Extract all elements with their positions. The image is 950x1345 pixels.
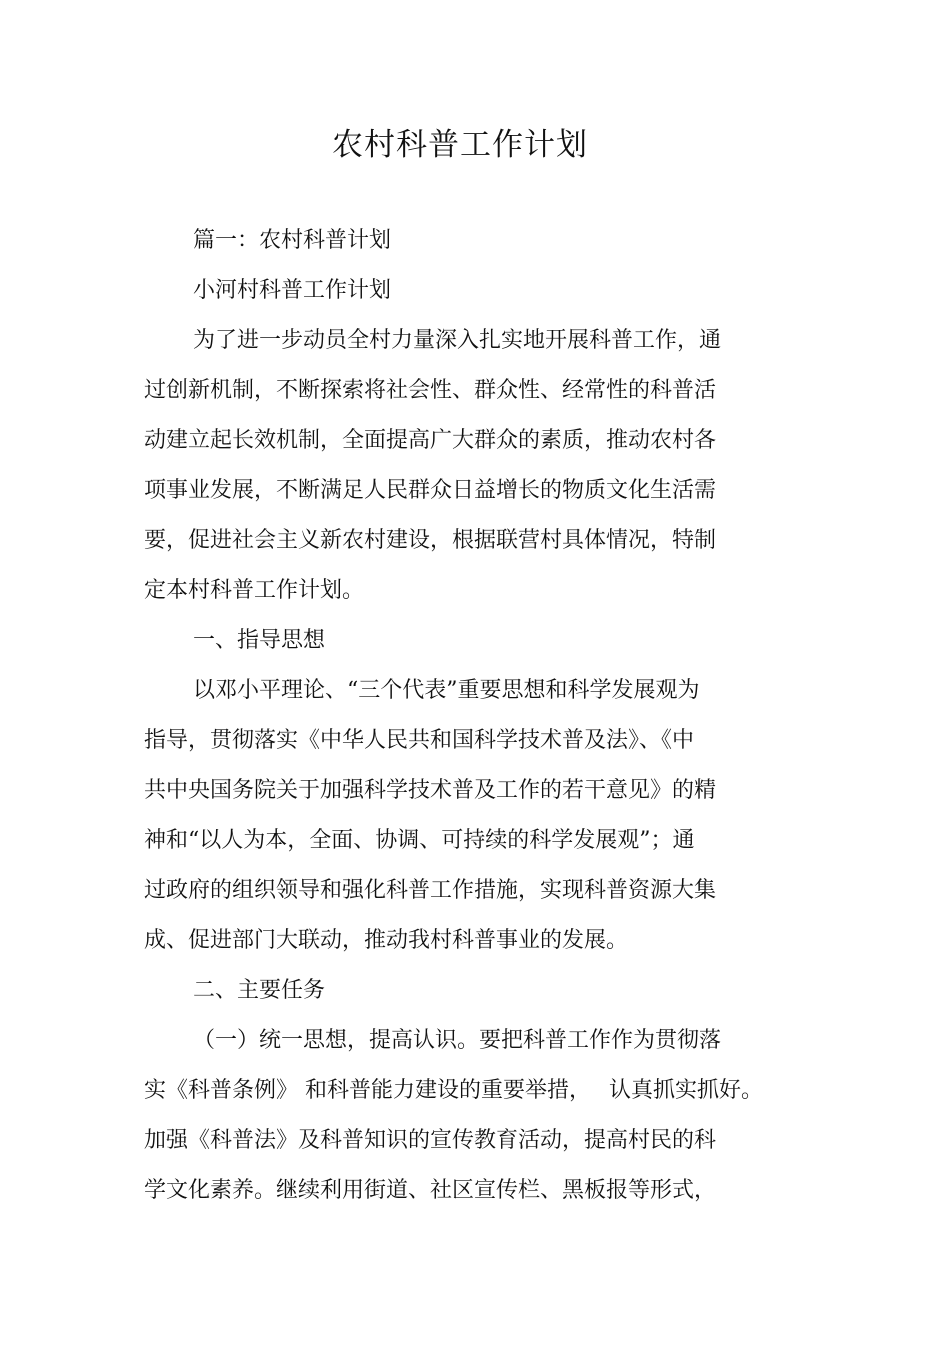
paragraph-line: 定本村科普工作计划。 (144, 578, 365, 603)
paragraph-line: 共中央国务院关于加强科学技术普及工作的若干意见》的精 (144, 778, 717, 803)
document-title: 农村科普工作计划 (332, 127, 588, 163)
paragraph-line: 学文化素养。继续利用街道、社区宣传栏、黑板报等形式， (144, 1178, 717, 1203)
section-heading: 一、指导思想 (193, 628, 326, 653)
paragraph-line: 为了进一步动员全村力量深入扎实地开展科普工作，通 (193, 328, 722, 353)
paragraph-line: 神和“以人为本，全面、协调、可持续的科学发展观”；通 (144, 828, 695, 853)
paragraph-line: 以邓小平理论、“三个代表”重要思想和科学发展观为 (193, 678, 700, 703)
paragraph-line: 成、促进部门大联动，推动我村科普事业的发展。 (144, 928, 629, 953)
paragraph-line: 指导，贯彻落实《中华人民共和国科学技术普及法》、《中 (144, 728, 695, 753)
paragraph-line: 实《科普条例》 和科普能力建设的重要举措， 认真抓实抓好。 (144, 1078, 763, 1103)
paragraph-line: 小河村科普工作计划 (193, 278, 392, 303)
section-heading: 二、主要任务 (193, 978, 326, 1003)
paragraph-line: （一）统一思想，提高认识。要把科普工作作为贯彻落 (193, 1028, 722, 1053)
paragraph-line: 项事业发展，不断满足人民群众日益增长的物质文化生活需 (144, 478, 717, 503)
paragraph-line: 过政府的组织领导和强化科普工作措施，实现科普资源大集 (144, 878, 717, 903)
paragraph-line: 加强《科普法》及科普知识的宣传教育活动，提高村民的科 (144, 1128, 717, 1153)
paragraph-line: 篇一：农村科普计划 (193, 228, 392, 253)
paragraph-line: 过创新机制，不断探索将社会性、群众性、经常性的科普活 (144, 378, 717, 403)
paragraph-line: 要，促进社会主义新农村建设，根据联营村具体情况，特制 (144, 528, 717, 553)
paragraph-line: 动建立起长效机制，全面提高广大群众的素质，推动农村各 (144, 428, 717, 453)
